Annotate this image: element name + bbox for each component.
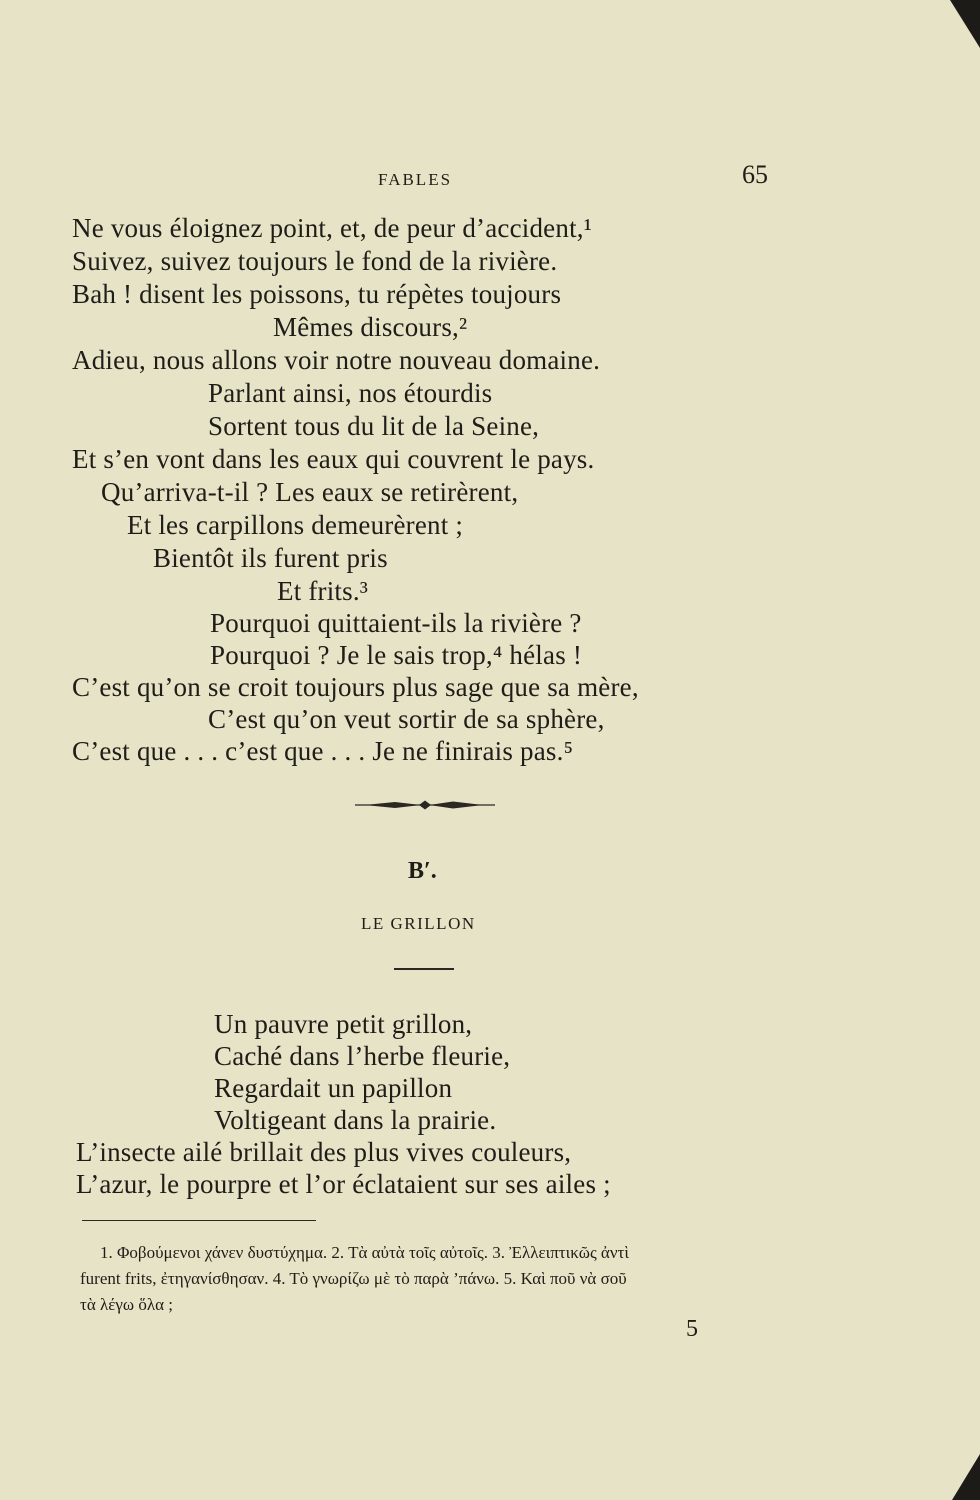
footnote-rule [82, 1220, 316, 1221]
verse-line: Bientôt ils furent pris [153, 543, 388, 573]
verse-line: Pourquoi ? Je le sais trop,⁴ hélas ! [210, 640, 583, 670]
verse-line: Adieu, nous allons voir notre nouveau domaine. [72, 345, 601, 375]
verse-line: Et frits.³ [277, 576, 369, 606]
verse-line: Qu’arriva-t-il ? Les eaux se retirèrent, [101, 477, 519, 507]
page-corner-top [950, 0, 980, 48]
verse-line: Ne vous éloignez point, et, de peur d’accident,¹ [72, 213, 593, 243]
ornament-divider [355, 798, 495, 812]
verse-line: L’azur, le pourpre et l’or éclataient sur ses ailes ; [76, 1169, 611, 1199]
verse-line: Bah ! disent les poissons, tu répètes toujours [72, 279, 562, 309]
verse-line: Parlant ainsi, nos étourdis [208, 378, 493, 408]
verse-line: Et s’en vont dans les eaux qui couvrent le pays. [72, 444, 595, 474]
verse-line: Un pauvre petit grillon, [214, 1009, 473, 1039]
verse-line: Pourquoi quittaient-ils la rivière ? [210, 608, 582, 638]
verse-line: Mêmes discours,² [273, 312, 468, 342]
verse-line: Caché dans l’herbe fleurie, [214, 1041, 511, 1071]
verse-line: C’est qu’on veut sortir de sa sphère, [208, 704, 605, 734]
footnote-line: 1. Φοβούμενοι χάνεν δυστύχημα. 2. Τὰ αὐτὰ τοῖς αὐτοῖς. 3. Ἐλλειπτικῶς ἀντὶ [100, 1243, 629, 1262]
section-title: LE GRILLON [361, 914, 476, 933]
verse-line: Sortent tous du lit de la Seine, [208, 411, 540, 441]
footnote-line: furent frits, ἐτηγανίσθησαν. 4. Τὸ γνωρίζω μὲ τὸ παρὰ ’πάνω. 5. Καὶ ποῦ νὰ σοῦ [80, 1269, 627, 1288]
verse-line: Voltigeant dans la prairie. [214, 1105, 497, 1135]
verse-line: Suivez, suivez toujours le fond de la rivière. [72, 246, 558, 276]
title-rule [394, 968, 454, 970]
signature-mark: 5 [686, 1316, 698, 1342]
page-number: 65 [742, 160, 768, 189]
page-corner-bottom [952, 1454, 980, 1500]
verse-line: Regardait un papillon [214, 1073, 453, 1103]
verse-line: L’insecte ailé brillait des plus vives couleurs, [76, 1137, 572, 1167]
verse-line: Et les carpillons demeurèrent ; [127, 510, 464, 540]
section-number: B′. [408, 858, 437, 884]
running-title: FABLES [378, 170, 453, 189]
verse-line: C’est qu’on se croit toujours plus sage que sa mère, [72, 672, 639, 702]
footnote-line: τὰ λέγω ὅλα ; [80, 1295, 173, 1314]
verse-line: C’est que . . . c’est que . . . Je ne finirais pas.⁵ [72, 736, 574, 766]
